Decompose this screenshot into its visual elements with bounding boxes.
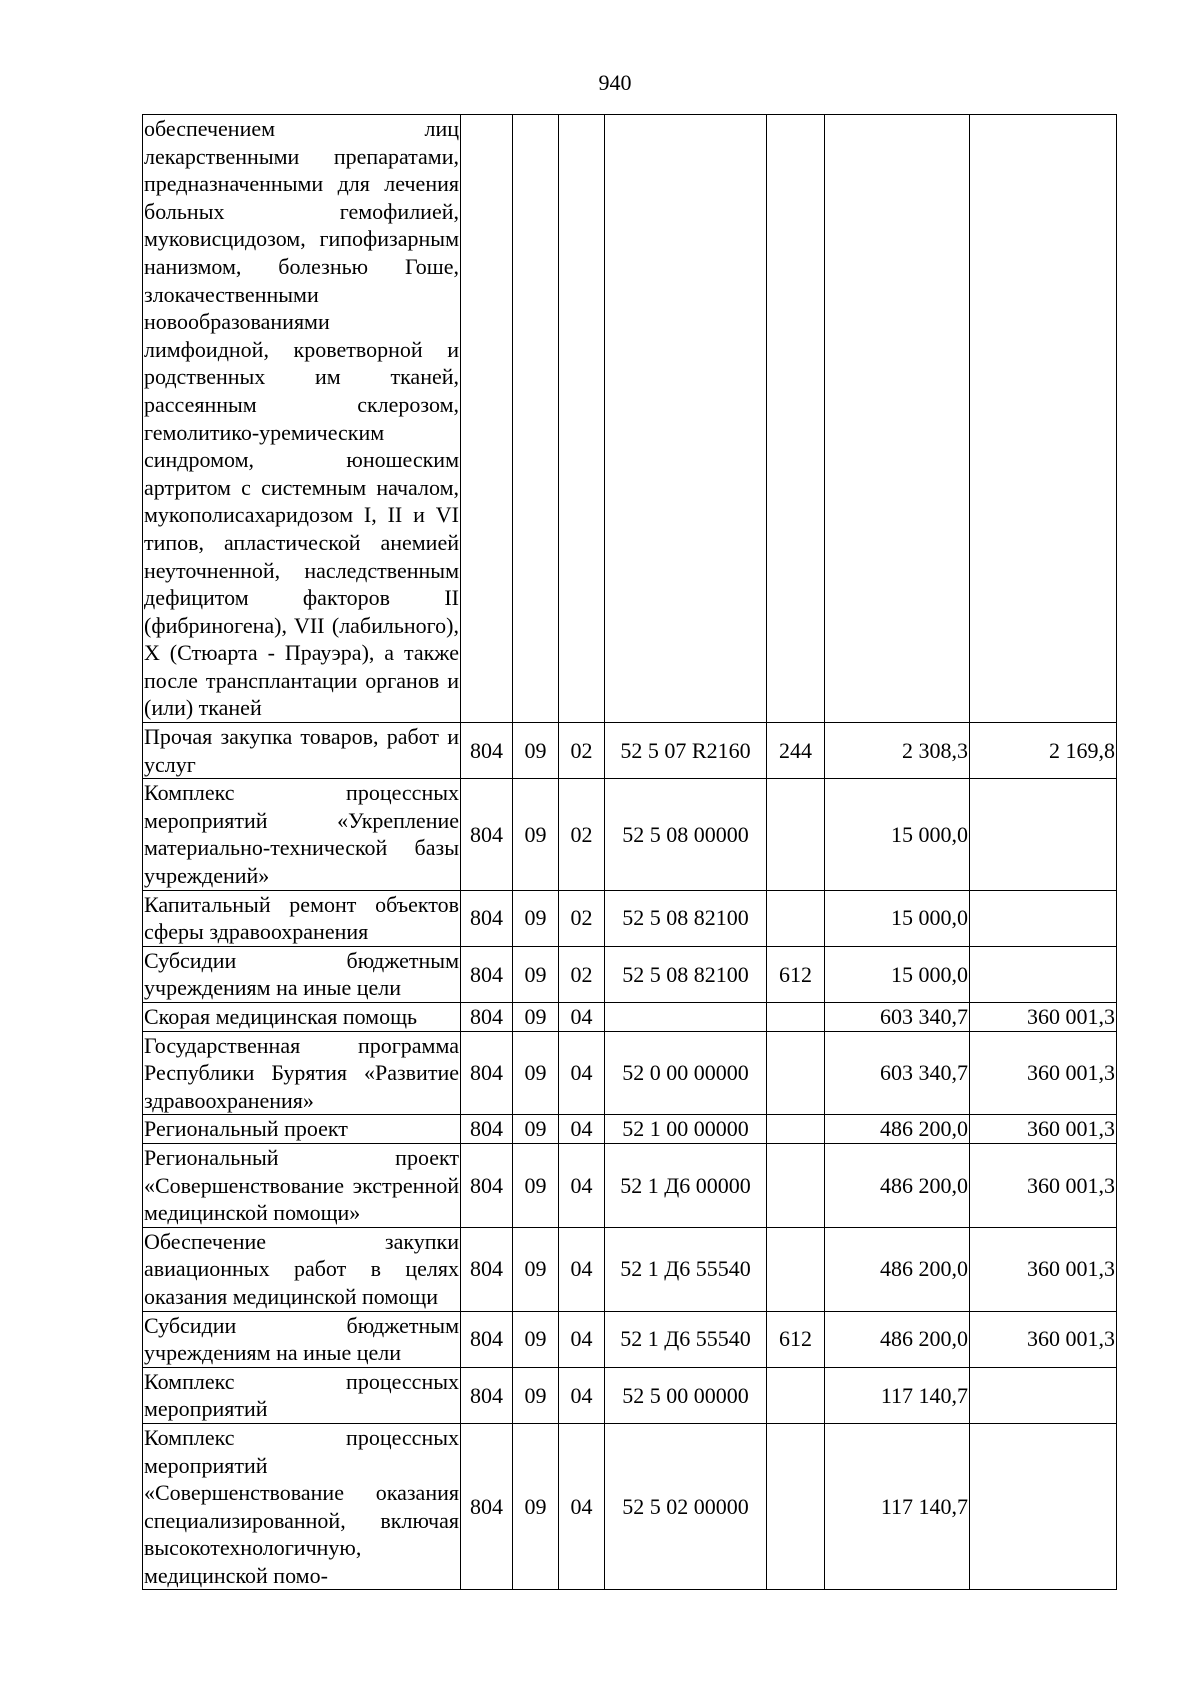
amount-year2-cell [970, 1367, 1117, 1423]
row-name-cell: Скорая медицинская помощь [143, 1003, 461, 1032]
amount-year1-cell: 117 140,7 [825, 1367, 970, 1423]
amount-year2-cell: 360 001,3 [970, 1143, 1117, 1227]
target-article-cell: 52 5 08 82100 [605, 946, 767, 1002]
subsection-code-cell: 04 [559, 1115, 605, 1144]
target-article-cell: 52 1 00 00000 [605, 1115, 767, 1144]
section-code-cell: 09 [513, 1003, 559, 1032]
expense-type-cell [767, 1227, 825, 1311]
row-name-cell: Прочая закупка товаров, работ и услуг [143, 723, 461, 779]
amount-year2-cell: 360 001,3 [970, 1227, 1117, 1311]
expense-type-cell [767, 779, 825, 890]
subsection-code-cell: 02 [559, 779, 605, 890]
table-row [143, 115, 1117, 723]
ministry-code-cell: 804 [461, 1143, 513, 1227]
expense-type-cell: 612 [767, 1311, 825, 1367]
amount-year1-cell: 15 000,0 [825, 890, 970, 946]
row-name-cell: Субсидии бюджетным учреждениям на иные цели [143, 1311, 461, 1367]
subsection-code-cell: 04 [559, 1003, 605, 1032]
amount-year2-cell: 360 001,3 [970, 1003, 1117, 1032]
amount-year1-cell: 603 340,7 [825, 1031, 970, 1115]
table-row [143, 1311, 1117, 1367]
target-article-cell: 52 5 08 82100 [605, 890, 767, 946]
ministry-code-cell: 804 [461, 1227, 513, 1311]
ministry-code-cell [461, 115, 513, 723]
section-code-cell: 09 [513, 890, 559, 946]
ministry-code-cell: 804 [461, 946, 513, 1002]
target-article-cell: 52 5 07 R2160 [605, 723, 767, 779]
row-name-cell: обеспечением лиц лекарственными препаратами, предназначенными для лечения больных гемофилией, муковисцидозом, гипофизарным нанизмом, болезнью Гоше, злокачественными новообразованиями лимфоидной, кроветворной и родственных им тканей, рассеянным склерозом, гемолитико-уремическим синдромом, юношеским артритом с системным началом, мукополисахаридозом I, II и VI типов, апластической анемией неуточненной, наследственным дефицитом факторов II (фибриногена), VII (лабильного), X (Стюарта - Прауэра), а также после трансплантации органов и (или) тканей [143, 115, 461, 723]
ministry-code-cell: 804 [461, 1031, 513, 1115]
amount-year2-cell [970, 890, 1117, 946]
section-code-cell: 09 [513, 1311, 559, 1367]
page-number: 940 [598, 70, 632, 95]
ministry-code-cell: 804 [461, 890, 513, 946]
table-row [143, 1423, 1117, 1590]
ministry-code-cell: 804 [461, 1003, 513, 1032]
expense-type-cell: 612 [767, 946, 825, 1002]
row-name-cell: Капитальный ремонт объектов сферы здравоохранения [143, 890, 461, 946]
target-article-cell [605, 1003, 767, 1032]
target-article-cell: 52 1 Д6 55540 [605, 1311, 767, 1367]
amount-year1-cell: 2 308,3 [825, 723, 970, 779]
table-row [143, 1227, 1117, 1311]
row-name-cell: Субсидии бюджетным учреждениям на иные цели [143, 946, 461, 1002]
subsection-code-cell: 04 [559, 1031, 605, 1115]
section-code-cell: 09 [513, 1143, 559, 1227]
table-row [143, 779, 1117, 890]
table-row [143, 1031, 1117, 1115]
amount-year2-cell [970, 1423, 1117, 1590]
subsection-code-cell: 04 [559, 1143, 605, 1227]
row-name-cell: Региональный проект [143, 1115, 461, 1144]
subsection-code-cell: 04 [559, 1227, 605, 1311]
section-code-cell: 09 [513, 1227, 559, 1311]
target-article-cell [605, 115, 767, 723]
section-code-cell: 09 [513, 946, 559, 1002]
amount-year2-cell: 360 001,3 [970, 1115, 1117, 1144]
ministry-code-cell: 804 [461, 1423, 513, 1590]
amount-year1-cell: 486 200,0 [825, 1115, 970, 1144]
table-row [143, 890, 1117, 946]
section-code-cell: 09 [513, 723, 559, 779]
amount-year1-cell: 15 000,0 [825, 946, 970, 1002]
expense-type-cell [767, 1115, 825, 1144]
expense-type-cell [767, 115, 825, 723]
ministry-code-cell: 804 [461, 1367, 513, 1423]
amount-year2-cell [970, 946, 1117, 1002]
amount-year1-cell: 486 200,0 [825, 1143, 970, 1227]
table-row [143, 1115, 1117, 1144]
amount-year1-cell: 603 340,7 [825, 1003, 970, 1032]
subsection-code-cell: 04 [559, 1423, 605, 1590]
target-article-cell: 52 5 00 00000 [605, 1367, 767, 1423]
amount-year1-cell [825, 115, 970, 723]
subsection-code-cell: 02 [559, 946, 605, 1002]
target-article-cell: 52 5 08 00000 [605, 779, 767, 890]
expense-type-cell: 244 [767, 723, 825, 779]
target-article-cell: 52 1 Д6 00000 [605, 1143, 767, 1227]
target-article-cell: 52 1 Д6 55540 [605, 1227, 767, 1311]
expense-type-cell [767, 890, 825, 946]
section-code-cell: 09 [513, 1031, 559, 1115]
subsection-code-cell [559, 115, 605, 723]
target-article-cell: 52 5 02 00000 [605, 1423, 767, 1590]
budget-table [142, 114, 1117, 1590]
amount-year1-cell: 486 200,0 [825, 1311, 970, 1367]
amount-year2-cell [970, 779, 1117, 890]
section-code-cell [513, 115, 559, 723]
expense-type-cell [767, 1143, 825, 1227]
section-code-cell: 09 [513, 1423, 559, 1590]
expense-type-cell [767, 1003, 825, 1032]
table-row [143, 1367, 1117, 1423]
subsection-code-cell: 02 [559, 890, 605, 946]
row-name-cell: Комплекс процессных мероприятий «Совершенствование оказания специализированной, включая высокотехнологичную, медицинской помо- [143, 1423, 461, 1590]
table-row [143, 1003, 1117, 1032]
amount-year2-cell: 360 001,3 [970, 1311, 1117, 1367]
amount-year1-cell: 117 140,7 [825, 1423, 970, 1590]
table-row [143, 946, 1117, 1002]
ministry-code-cell: 804 [461, 723, 513, 779]
row-name-cell: Государственная программа Республики Бурятия «Развитие здравоохранения» [143, 1031, 461, 1115]
table-row [143, 1143, 1117, 1227]
amount-year2-cell: 360 001,3 [970, 1031, 1117, 1115]
row-name-cell: Региональный проект «Совершенствование экстренной медицинской помощи» [143, 1143, 461, 1227]
amount-year1-cell: 486 200,0 [825, 1227, 970, 1311]
ministry-code-cell: 804 [461, 1115, 513, 1144]
amount-year2-cell [970, 115, 1117, 723]
ministry-code-cell: 804 [461, 779, 513, 890]
row-name-cell: Обеспечение закупки авиационных работ в целях оказания медицинской помощи [143, 1227, 461, 1311]
table-row [143, 723, 1117, 779]
subsection-code-cell: 02 [559, 723, 605, 779]
expense-type-cell [767, 1367, 825, 1423]
section-code-cell: 09 [513, 779, 559, 890]
row-name-cell: Комплекс процессных мероприятий «Укрепление материально-технической базы учреждений» [143, 779, 461, 890]
ministry-code-cell: 804 [461, 1311, 513, 1367]
row-name-cell: Комплекс процессных мероприятий [143, 1367, 461, 1423]
amount-year1-cell: 15 000,0 [825, 779, 970, 890]
expense-type-cell [767, 1423, 825, 1590]
expense-type-cell [767, 1031, 825, 1115]
subsection-code-cell: 04 [559, 1311, 605, 1367]
subsection-code-cell: 04 [559, 1367, 605, 1423]
section-code-cell: 09 [513, 1115, 559, 1144]
amount-year2-cell: 2 169,8 [970, 723, 1117, 779]
section-code-cell: 09 [513, 1367, 559, 1423]
target-article-cell: 52 0 00 00000 [605, 1031, 767, 1115]
